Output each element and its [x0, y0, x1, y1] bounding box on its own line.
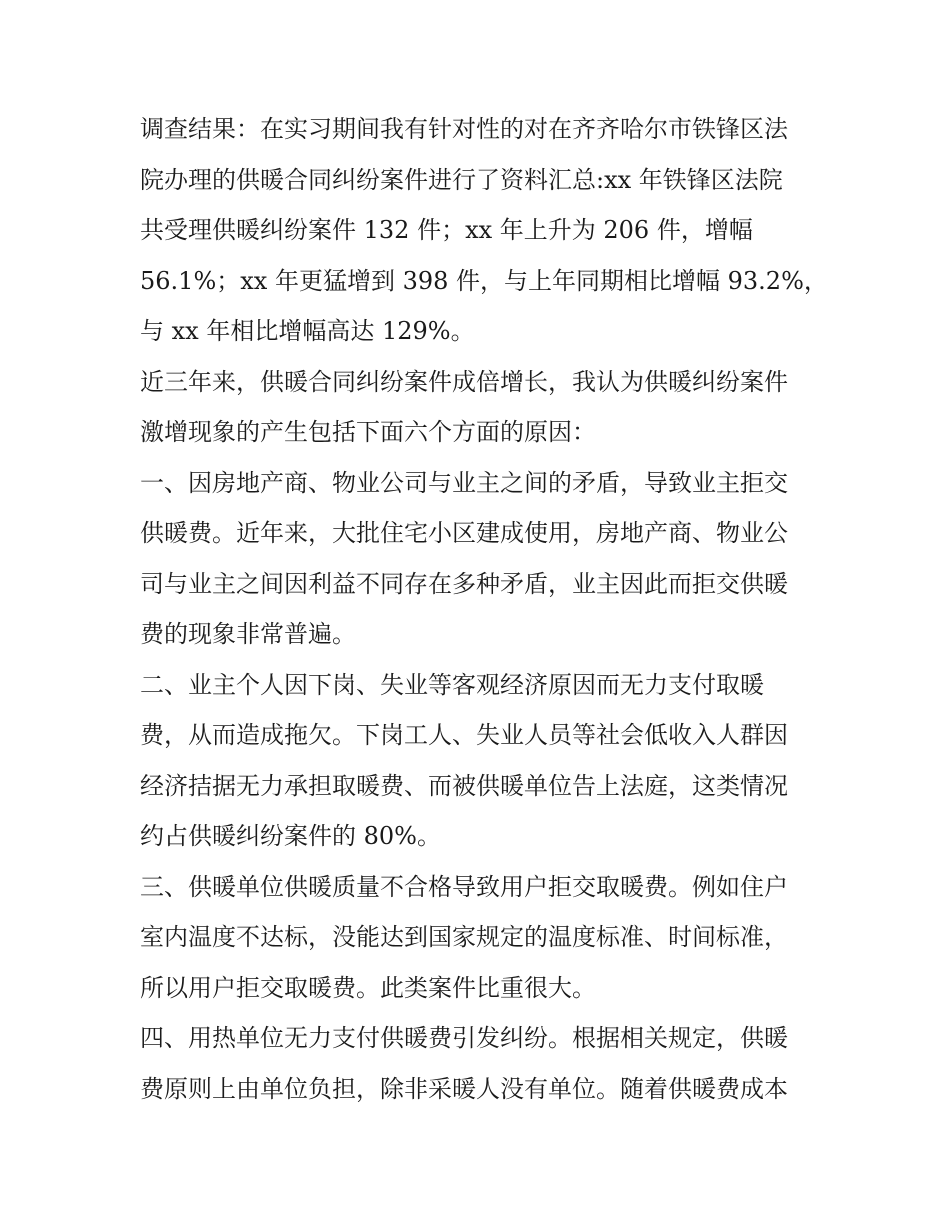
text-line: 院办理的供暖合同纠纷案件进行了资料汇总:xx 年铁锋区法院	[140, 165, 783, 194]
text-line: 费原则上由单位负担，除非采暖人没有单位。随着供暖费成本	[140, 1074, 788, 1103]
document-body	[140, 104, 830, 1114]
text-line: 四、用热单位无力支付供暖费引发纠纷。根据相关规定，供暖	[140, 1024, 788, 1052]
text-line: 所以用户拒交取暖费。此类案件比重很大。	[140, 973, 596, 1002]
text-line: 56.1%；xx 年更猛增到 398 件，与上年同期相比增幅 93.2%，	[140, 266, 828, 295]
text-line: 三、供暖单位供暖质量不合格导致用户拒交取暖费。例如住户	[140, 872, 788, 901]
text-line: 二、业主个人因下岗、失业等客观经济原因而无力支付取暖	[140, 670, 764, 699]
text-line: 经济拮据无力承担取暖费、而被供暖单位告上法庭，这类情况	[140, 771, 788, 800]
text-line: 一、因房地产商、物业公司与业主之间的矛盾，导致业主拒交	[140, 468, 788, 497]
text-line: 近三年来，供暖合同纠纷案件成倍增长，我认为供暖纠纷案件	[140, 367, 788, 396]
text-line: 司与业主之间因利益不同存在多种矛盾，业主因此而拒交供暖	[140, 569, 788, 598]
text-line: 激增现象的产生包括下面六个方面的原因：	[140, 418, 596, 446]
text-line: 费，从而造成拖欠。下岗工人、失业人员等社会低收入人群因	[140, 721, 788, 749]
text-line: 与 xx 年相比增幅高达 129%。	[140, 317, 475, 345]
text-line: 共受理供暖纠纷案件 132 件；xx 年上升为 206 件，增幅	[140, 216, 753, 244]
text-line: 供暖费。近年来，大批住宅小区建成使用，房地产商、物业公	[140, 519, 788, 547]
text-line: 约占供暖纠纷案件的 80%。	[140, 822, 441, 850]
text-line: 调查结果：在实习期间我有针对性的对在齐齐哈尔市铁锋区法	[140, 115, 788, 143]
text-line: 费的现象非常普遍。	[140, 620, 356, 648]
text-line: 室内温度不达标，没能达到国家规定的温度标准、时间标准，	[140, 923, 788, 951]
